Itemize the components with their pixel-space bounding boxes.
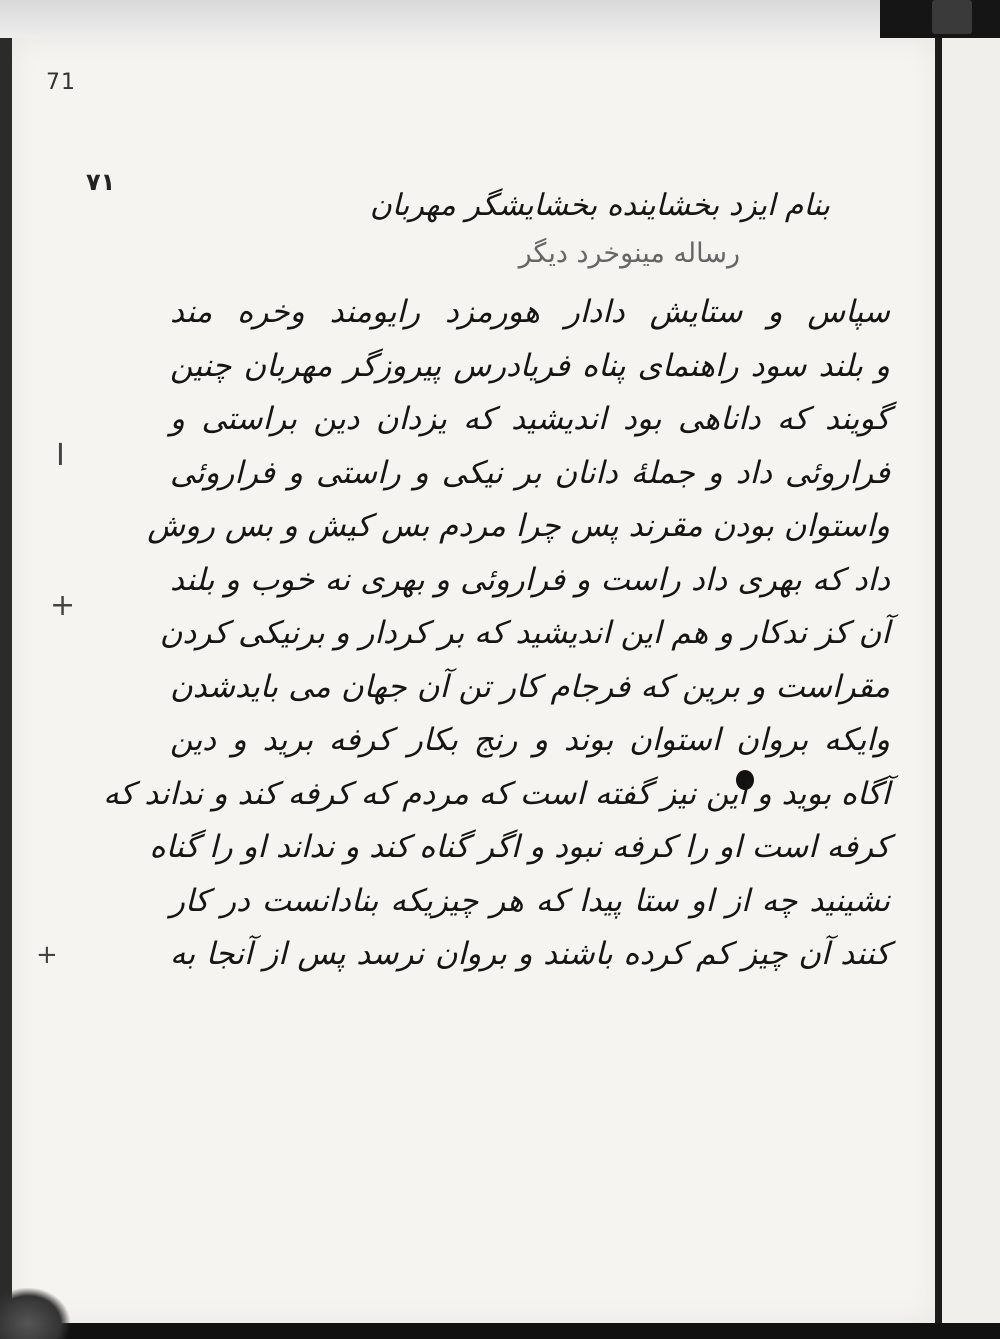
text-line: و بلند سود راهنمای پناه فریادرس پیروزگر مهربان چنین (170, 347, 890, 384)
text-line: کرفه است او را کرفه نبود و اگر گناه کند و نداند او را گناه (149, 829, 890, 865)
scan-left-edge (0, 38, 12, 1339)
thumb-shadow (0, 1288, 70, 1339)
text-line: آگاه بوید و این نیز گفته است که مردم که کرفه کند و نداند که (103, 775, 890, 812)
text-line: مقراست و برین که فرجام کار تن آن جهان می بایدشدن (170, 668, 890, 705)
text-line: سپاس و ستایش دادار هورمزد رایومند وخره مند (170, 294, 890, 330)
text-line: نشینید چه از او ستا پیدا که هر چیزیکه بنادانست در کار (170, 882, 890, 919)
folio-number: 71 (46, 70, 76, 95)
text-line: داد که بهری داد راست و فراروئی و بهری نه خوب و بلند (170, 561, 890, 598)
page-numeral: ۷۱ (86, 168, 116, 196)
margin-mark-roman-one: I (56, 438, 65, 473)
treatise-subtitle: رساله مینوخرد دیگر (518, 238, 740, 269)
facing-page-edge (942, 38, 1000, 1323)
text-line: وایکه بروان استوان بوند و رنج بکار کرفه برید و دین (170, 722, 890, 758)
manuscript-text (103, 180, 890, 982)
invocation-title: بنام ایزد بخشاینده بخشایشگر مهربان (369, 188, 830, 223)
scan-top-strip (0, 0, 880, 38)
text-line: آن کز ندکار و هم این اندیشید که بر کردار و برنیکی کردن (159, 615, 890, 651)
text-line: فراروئی داد و جملهٔ دانان بر نیکی و راستی و فراروئی (170, 454, 890, 491)
text-line: کنند آن چیز کم کرده باشند و بروان نرسد پس از آنجا به (170, 936, 890, 972)
text-line: واستوان بودن مقرند پس چرا مردم بس کیش و بس روش (147, 508, 890, 544)
binding-line (935, 38, 938, 1323)
margin-mark-cross: + (50, 588, 76, 623)
scan-bottom-edge (0, 1323, 1000, 1339)
margin-mark-cross: + (36, 940, 58, 970)
text-line: گویند که داناهی بود اندیشید که یزدان دین براستی و (170, 401, 890, 437)
scan-corner-dark (880, 0, 1000, 38)
scan-corner-highlight (932, 0, 972, 34)
